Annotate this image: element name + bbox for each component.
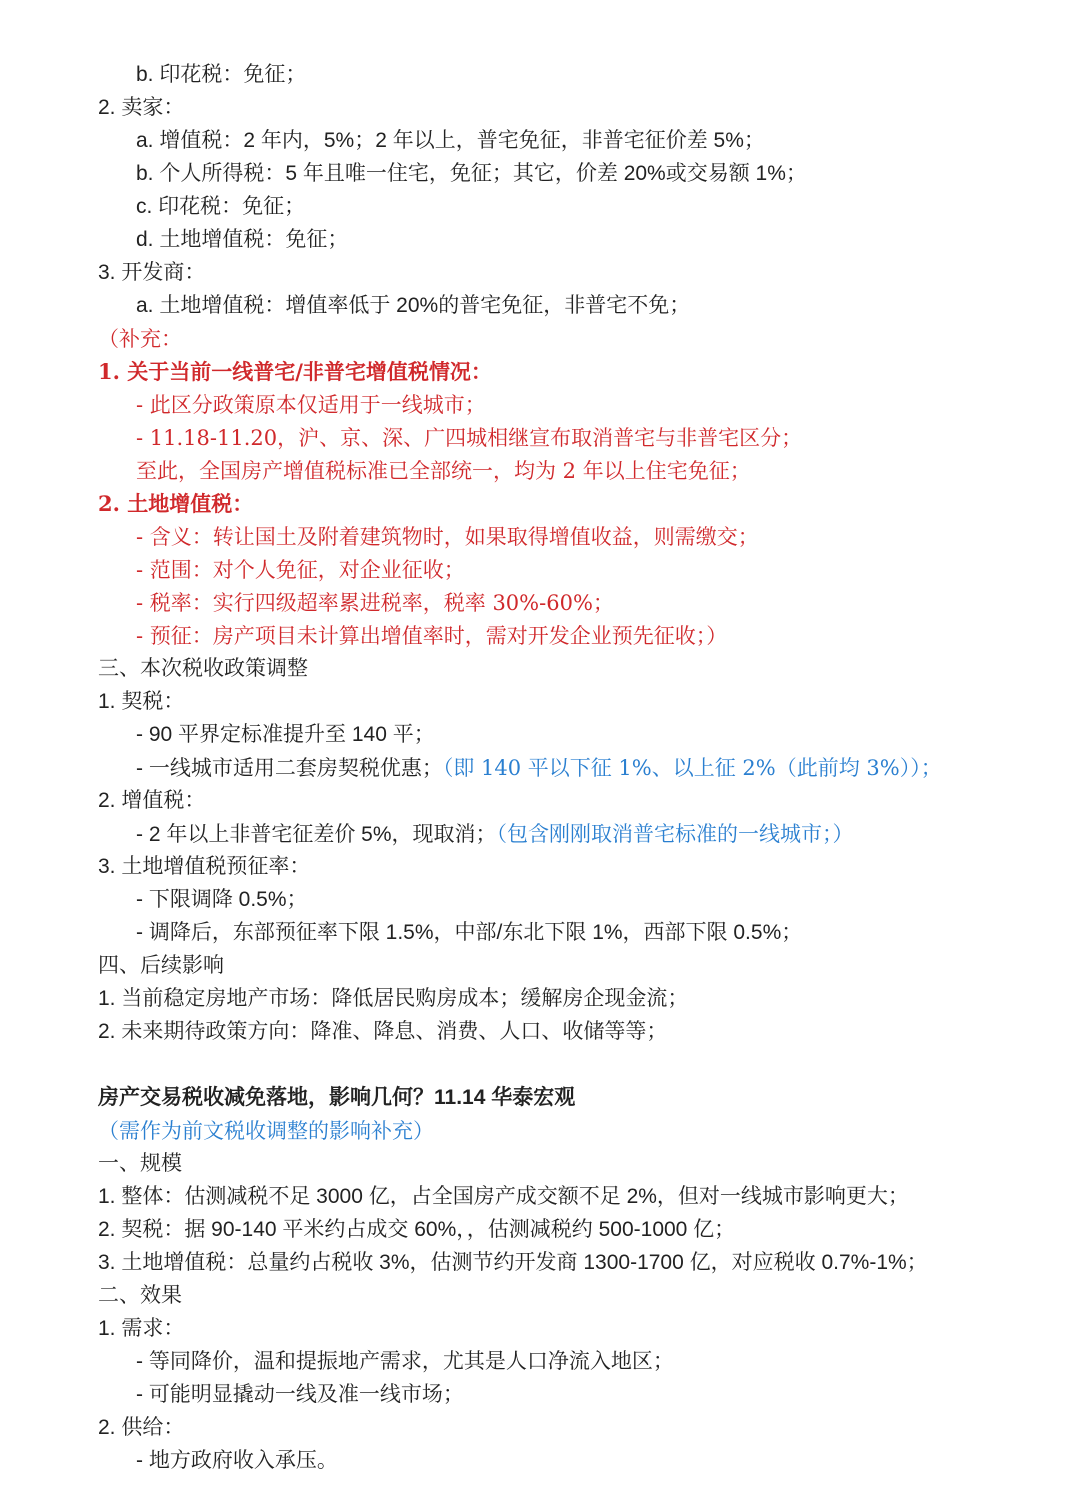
text-line: 1. 整体：估测减税不足 3000 亿，占全国房产成交额不足 2%，但对一线城市影响更大； [98,1185,909,1208]
text-segment: - 2 年以上非普宅征差价 5%，现取消； [136,823,497,846]
text-line: c. 印花税：免征； [136,195,306,218]
text-line [136,754,942,782]
supplement-item: - 税率：实行四级超率累进税率，税率 30%-60%； [136,591,614,615]
section-heading: 二、效果 [98,1284,182,1307]
blue-note: （包含刚刚取消普宅标准的一线城市；） [496,822,854,846]
text-line: 3. 开发商： [98,261,206,284]
text-line: a. 增值税：2 年内，5%；2 年以上，普宅免征，非普宅征价差 5%； [136,129,765,152]
section-heading: 三、本次税收政策调整 [98,657,308,680]
text-line: b. 印花税：免征； [136,63,307,86]
supplement-item: - 此区分政策原本仅适用于一线城市； [136,393,486,417]
text-line: 1. 需求： [98,1317,185,1340]
supplement-item: - 含义：转让国土及附着建筑物时，如果取得增值收益，则需缴交； [136,525,759,549]
supplement-open: （补充： [98,327,182,351]
text-line: 1. 契税： [98,690,185,713]
text-line: - 地方政府收入承压。 [136,1449,338,1472]
text-line: - 等同降价，温和提振地产需求，尤其是人口净流入地区； [136,1350,674,1373]
text-line: 1. 当前稳定房地产市场：降低居民购房成本；缓解房企现金流； [98,987,689,1010]
text-line: - 可能明显撬动一线及准一线市场； [136,1383,464,1406]
article-subtitle: （需作为前文税收调整的影响补充） [98,1119,434,1143]
supplement-item: 至此，全国房产增值税标准已全部统一，均为 2 年以上住宅免征； [136,459,751,483]
text-line: 3. 土地增值税预征率： [98,855,311,878]
text-segment: - 一线城市适用二套房契税优惠； [136,757,443,780]
supplement-heading: 2. 土地增值税： [98,491,254,516]
supplement-item: - 11.18-11.20，沪、京、深、广四城相继宣布取消普宅与非普宅区分； [136,426,803,450]
section-heading: 一、规模 [98,1152,182,1175]
section-heading: 四、后续影响 [98,954,224,977]
text-line: a. 土地增值税：增值率低于 20%的普宅免征，非普宅不免； [136,294,691,317]
text-line: d. 土地增值税：免征； [136,228,349,251]
text-line: 2. 卖家： [98,96,185,119]
text-line: 2. 增值税： [98,789,206,812]
text-line: 2. 供给： [98,1416,185,1439]
text-line: - 调降后，东部预征率下限 1.5%，中部/东北下限 1%，西部下限 0.5%； [136,921,803,944]
article-title: 房产交易税收减免落地，影响几何？11.14 华泰宏观 [98,1086,576,1109]
text-line: - 下限调降 0.5%； [136,888,308,911]
blue-note: （即 140 平以下征 1%、以上征 2%（此前均 3%））； [442,756,942,780]
text-line: b. 个人所得税：5 年且唯一住宅，免征；其它，价差 20%或交易额 1%； [136,162,807,185]
text-line: 2. 契税：据 90-140 平米约占成交 60%，，估测减税约 500-1000 亿； [98,1218,736,1241]
text-line: - 90 平界定标准提升至 140 平； [136,723,435,746]
text-line [136,820,854,848]
supplement-item: - 范围：对个人免征，对企业征收； [136,558,465,582]
supplement-item: - 预征：房产项目未计算出增值率时，需对开发企业预先征收；） [136,624,728,648]
text-line: 3. 土地增值税：总量约占税收 3%，估测节约开发商 1300-1700 亿，对应税收 0.7%-1%； [98,1251,928,1274]
text-line: 2. 未来期待政策方向：降准、降息、消费、人口、收储等等； [98,1020,668,1043]
supplement-heading: 1. 关于当前一线普宅/非普宅增值税情况： [98,359,492,384]
